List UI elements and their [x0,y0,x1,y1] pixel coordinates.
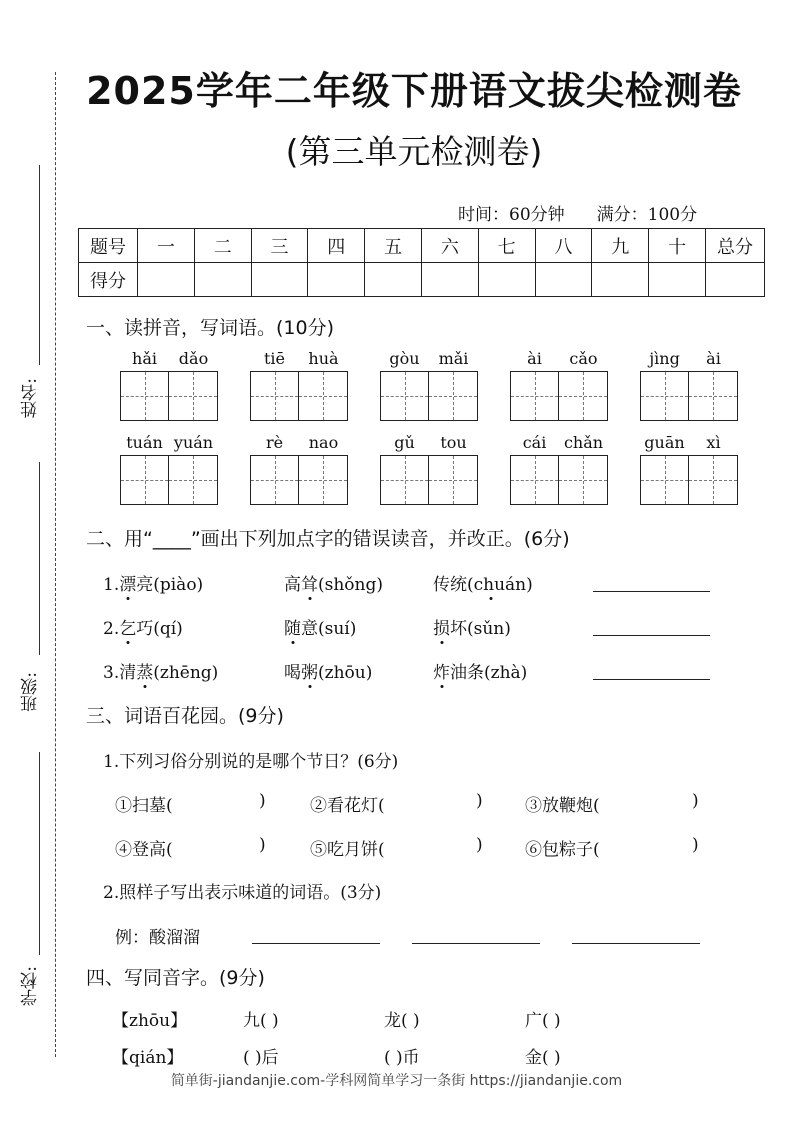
page-subtitle: (第三单元检测卷) [285,132,543,171]
writing-grid[interactable] [380,371,478,421]
pinyin-syllable: nao [308,433,339,452]
score-header-cell: 题号 [79,229,138,263]
pinyin-syllable: dǎo [178,349,209,368]
name-write-line [39,165,40,365]
writing-cell[interactable] [169,456,217,504]
pinyin-syllable: cǎo [569,349,598,368]
sec2-item-1: 1.漂亮(piào) [103,575,204,595]
writing-grid[interactable] [640,455,738,505]
sec2-item-3b: 喝粥(zhōu) [284,663,373,683]
section-4-title: 四、写同音字。(9分) [86,967,265,989]
answer-line[interactable] [593,635,710,636]
sec2-item-2b: 随意(suí) [284,619,357,639]
writing-grid[interactable] [250,455,348,505]
writing-cell[interactable] [299,456,347,504]
answer-line[interactable] [593,679,710,680]
close-paren: ) [476,835,483,855]
full-score: 满分：100分 [596,205,698,225]
pinyin-syllable: jìng [649,349,680,368]
close-paren: ) [692,835,699,855]
dotted-char: 损 [433,619,450,639]
score-header-cell: 九 [592,229,649,263]
score-header-row [79,229,765,263]
pinyin-syllable: gòu [389,349,420,368]
score-cell[interactable] [365,263,422,297]
pinyin-syllable: rè [265,433,284,452]
class-label: 班级: [21,672,41,712]
writing-cell[interactable] [559,456,607,504]
time-info [458,200,697,225]
sec2-item-3: 3.清蒸(zhēng) [103,663,219,683]
dotted-char: 蒸 [136,663,154,683]
writing-grid[interactable] [510,455,608,505]
name-label: 姓名: [21,378,41,418]
score-cell[interactable] [535,263,592,297]
writing-grid[interactable] [510,371,608,421]
dotted-char: 漂 [119,575,137,595]
close-paren: ) [259,835,266,855]
homophone-blank[interactable]: ( )后 [243,1048,279,1068]
pinyin-syllable: xì [706,433,721,452]
festival-option: ①扫墓( [115,796,173,816]
writing-grid[interactable] [120,455,218,505]
sec3-question-2: 2.照样子写出表示味道的词语。(3分) [103,883,382,903]
festival-option: ⑥包粽子( [525,840,600,860]
page-title: 2025学年二年级下册语文拔尖检测卷 [86,69,742,113]
score-row [79,263,765,297]
dotted-char: 统(chuán) [450,575,533,595]
score-header-cell: 二 [194,229,251,263]
pinyin-label: 【qián】 [112,1048,184,1068]
pinyin-syllable: gǔ [394,433,415,452]
score-header-cell: 一 [138,229,195,263]
homophone-blank[interactable]: ( )币 [384,1048,420,1068]
score-cell[interactable] [194,263,251,297]
writing-grid[interactable] [640,371,738,421]
homophone-blank[interactable]: 九( ) [243,1011,279,1031]
score-cell[interactable] [251,263,308,297]
section-2-title: 二、用“____”画出下列加点字的错误读音，并改正。(6分) [86,528,570,550]
school-write-line [39,752,40,955]
dotted-char: 炸 [433,663,450,683]
writing-cell[interactable] [511,456,559,504]
dotted-char: 粥 [301,663,318,683]
pinyin-syllable: cái [522,433,547,452]
pinyin-syllable: huà [308,349,339,368]
writing-cell[interactable] [641,456,689,504]
sec2-item-3c: 炸油条(zhà) [433,663,528,683]
pinyin-syllable: tou [440,433,467,452]
score-header-cell: 五 [365,229,422,263]
section-1-title: 一、读拼音，写词语。(10分) [86,317,335,339]
pinyin-syllable: ài [706,349,721,368]
writing-cell[interactable] [169,372,217,420]
writing-grid[interactable] [250,371,348,421]
sec2-item-1c: 传统(chuán) [433,575,533,595]
score-cell[interactable] [649,263,706,297]
writing-cell[interactable] [641,372,689,420]
writing-cell[interactable] [299,372,347,420]
festival-option: ⑤吃月饼( [310,840,385,860]
score-header-cell: 七 [478,229,535,263]
answer-line[interactable] [252,943,380,944]
writing-cell[interactable] [381,456,429,504]
answer-line[interactable] [572,943,700,944]
time-limit: 时间：60分钟 [458,205,565,225]
pinyin-syllable: mǎi [438,349,469,368]
score-cell[interactable] [308,263,365,297]
homophone-blank[interactable]: 金( ) [525,1048,561,1068]
writing-cell[interactable] [689,456,737,504]
writing-grid[interactable] [380,455,478,505]
footer-watermark: 简单街-jiandanjie.com-学科网简单学习一条街 https://jiandanjie.com [170,1073,623,1089]
score-header-cell: 六 [421,229,478,263]
pinyin-syllable: tiē [263,349,285,368]
section-3-title: 三、词语百花园。(9分) [86,705,284,727]
score-row-label: 得分 [79,263,138,297]
festival-option: ②看花灯( [310,796,385,816]
festival-option: ④登高( [115,840,173,860]
score-cell[interactable] [421,263,478,297]
writing-cell[interactable] [121,372,169,420]
homophone-blank[interactable]: 广( ) [525,1011,561,1031]
school-label: 学校: [21,966,41,1006]
writing-cell[interactable] [381,372,429,420]
pinyin-syllable: yuán [173,433,214,452]
score-cell[interactable] [138,263,195,297]
sec2-item-1b: 高耸(shǒng) [284,575,384,595]
homophone-blank[interactable]: 龙( ) [384,1011,420,1031]
example-word: 例：酸溜溜 [115,928,200,948]
dotted-char: 随 [284,619,301,639]
writing-grid[interactable] [120,371,218,421]
writing-cell[interactable] [429,456,477,504]
sec3-question-1: 1.下列习俗分别说的是哪个节日？(6分) [103,752,399,772]
sec2-item-2c: 损坏(sǔn) [433,619,511,639]
score-cell[interactable] [478,263,535,297]
festival-option: ③放鞭炮( [525,796,600,816]
score-header-cell: 三 [251,229,308,263]
score-table [78,228,765,297]
pinyin-syllable: ài [527,349,542,368]
binding-dashed-line [55,72,56,1057]
writing-cell[interactable] [251,372,299,420]
writing-cell[interactable] [559,372,607,420]
writing-cell[interactable] [121,456,169,504]
pinyin-syllable: guān [644,433,685,452]
score-header-cell: 十 [649,229,706,263]
writing-cell[interactable] [511,372,559,420]
sec2-item-2: 2.乞巧(qí) [103,619,183,639]
dotted-char: 乞 [119,619,137,639]
pinyin-label: 【zhōu】 [112,1011,188,1031]
score-cell[interactable] [706,263,765,297]
score-header-cell: 八 [535,229,592,263]
answer-line[interactable] [412,943,540,944]
pinyin-syllable: hǎi [132,349,157,368]
dotted-char: 耸 [301,575,318,595]
close-paren: ) [476,791,483,811]
score-header-cell: 四 [308,229,365,263]
writing-cell[interactable] [689,372,737,420]
class-write-line [39,462,40,655]
score-header-cell: 总分 [706,229,765,263]
writing-cell[interactable] [251,456,299,504]
pinyin-syllable: tuán [126,433,163,452]
score-cell[interactable] [592,263,649,297]
answer-line[interactable] [593,591,710,592]
pinyin-syllable: chǎn [563,433,604,452]
close-paren: ) [259,791,266,811]
writing-cell[interactable] [429,372,477,420]
close-paren: ) [692,791,699,811]
